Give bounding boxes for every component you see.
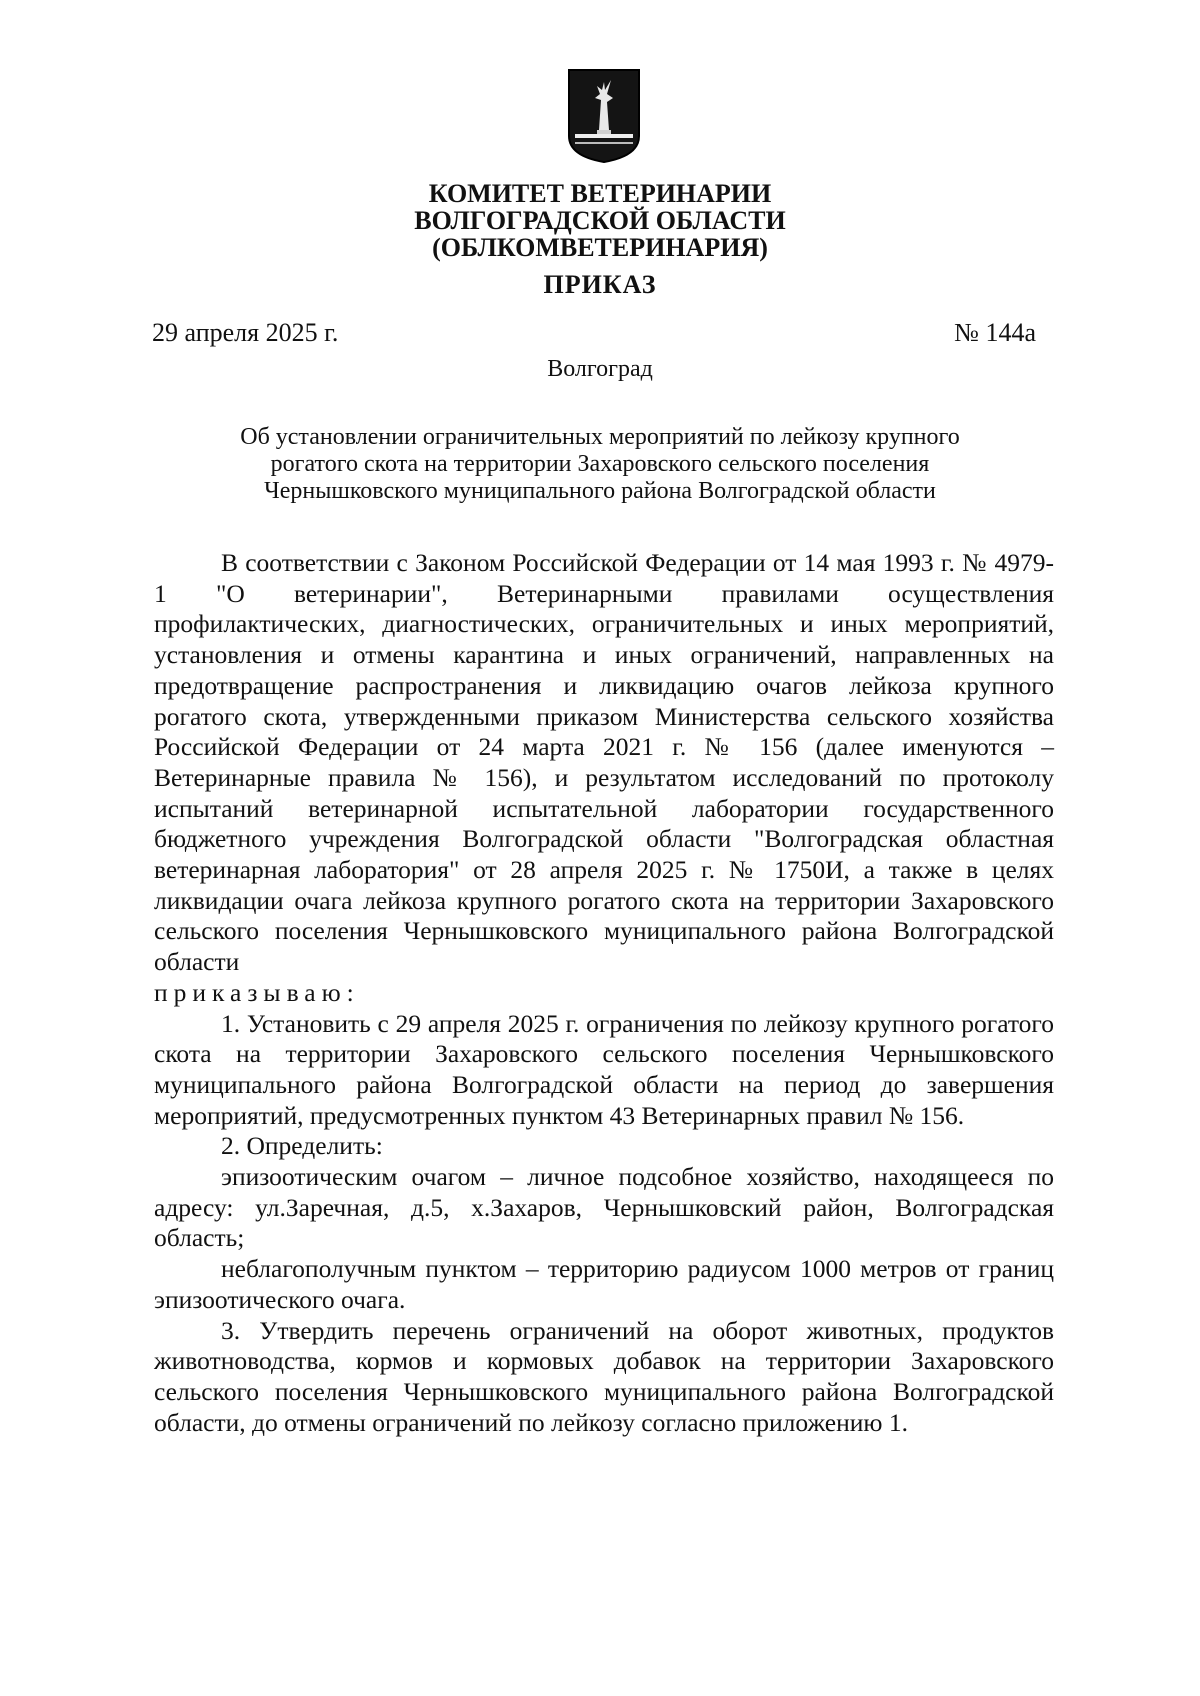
- item-1-paragraph: 1. Установить с 29 апреля 2025 г. ограничения по лейкозу крупного рогатого скота на территории Захаровского сельского поселения Чернышковского муниципального района Волгоградской области на период до завершения мероприятий, предусмотренных пунктом 43 Ветеринарных правил № 156.: [154, 1008, 1054, 1130]
- document-type: ПРИКАЗ: [543, 270, 657, 299]
- subject-line-3: Чернышковского муниципального района Волгоградской области: [264, 478, 936, 504]
- item-3-paragraph: 3. Утвердить перечень ограничений на оборот животных, продуктов животноводства, кормов и кормовых добавок на территории Захаровского сельского поселения Чернышковского муниципального района Волгоградской области, до отмены ограничений по лейкозу согласно приложению 1.: [154, 1315, 1054, 1437]
- coat-of-arms-icon: [567, 68, 641, 164]
- item-2-paragraph: 2. Определить:: [221, 1131, 383, 1161]
- order-city: Волгоград: [547, 356, 653, 382]
- organization-line-3: (ОБЛКОМВЕТЕРИНАРИЯ): [432, 233, 768, 262]
- organization-line-2: ВОЛГОГРАДСКОЙ ОБЛАСТИ: [414, 206, 786, 235]
- subject-line-2: рогатого скота на территории Захаровского сельского поселения: [270, 451, 930, 477]
- order-body: [154, 548, 1054, 1438]
- order-subject: [150, 424, 1050, 505]
- order-date: 29 апреля 2025 г.: [152, 318, 339, 347]
- order-number: № 144а: [954, 318, 1036, 347]
- order-word: приказываю:: [154, 977, 360, 1007]
- item-2-focus-paragraph: эпизоотическим очагом – личное подсобное хозяйство, находящееся по адресу: ул.Заречная, д.5, х.Захаров, Чернышковский район, Волгоградская область;: [154, 1162, 1054, 1253]
- subject-line-1: Об установлении ограничительных мероприятий по лейкозу крупного: [240, 424, 960, 450]
- organization-line-1: КОМИТЕТ ВЕТЕРИНАРИИ: [428, 179, 772, 208]
- item-2-zone-paragraph: неблагополучным пунктом – территорию радиусом 1000 метров от границ эпизоотического очага.: [154, 1254, 1054, 1314]
- preamble-paragraph: В соответствии с Законом Российской Федерации от 14 мая 1993 г. № 4979-1 "О ветеринарии", Ветеринарными правилами осуществления профилактических, диагностических, ограничительных и иных мероприятий, установления и отмены карантина и иных ограничений, направленных на предотвращение распространения и ликвидацию очагов лейкоза крупного рогатого скота, утвержденными приказом Министерства сельского хозяйства Российской Федерации от 24 марта 2021 г. № 156 (далее именуются – Ветеринарные правила № 156), и результатом исследований по протоколу испытаний ветеринарной испытательной лаборатории государственного бюджетного учреждения Волгоградской области "Волгоградская областная ветеринарная лаборатория" от 28 апреля 2025 г. № 1750И, а также в целях ликвидации очага лейкоза крупного рогатого скота на территории Захаровского сельского поселения Чернышковского муниципального района Волгоградской области: [154, 548, 1054, 977]
- organization-name: [0, 180, 1200, 261]
